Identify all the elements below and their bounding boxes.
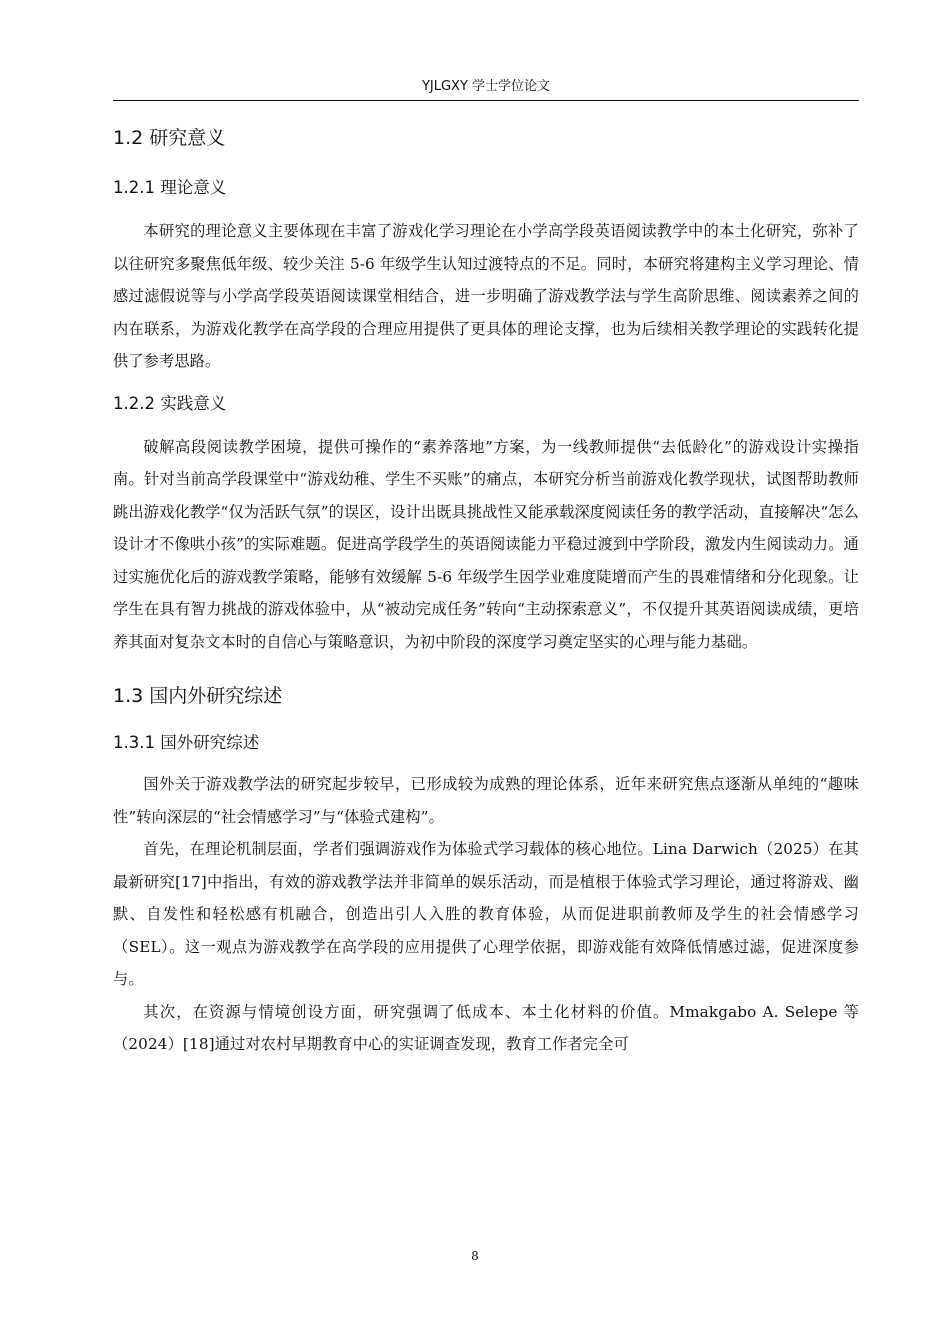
subsection-heading-1-2-2: 1.2.2 实践意义 — [113, 393, 227, 413]
page-body — [113, 118, 859, 1061]
running-header: YJLGXY 学士学位论文 — [421, 79, 551, 94]
section-heading-1-3: 1.3 国内外研究综述 — [113, 685, 283, 707]
paragraph-foreign-resources: 其次，在资源与情境创设方面，研究强调了低成本、本土化材料的价值。Mmakgabo A. Selepe 等（2024）[18]通过对农村早期教育中心的实证调查发现，教育工作者完全可 — [113, 1002, 859, 1053]
page-number: 8 — [471, 1249, 479, 1263]
subsection-heading-1-3-1: 1.3.1 国外研究综述 — [113, 733, 260, 752]
subsection-heading-1-2-1: 1.2.1 理论意义 — [113, 178, 227, 197]
section-heading-1-2: 1.2 研究意义 — [113, 127, 226, 149]
paragraph-foreign-overview: 国外关于游戏教学法的研究起步较早，已形成较为成熟的理论体系，近年来研究焦点逐渐从单纯的“趣味性”转向深层的“社会情感学习”与“体验式建构”。 — [113, 775, 859, 826]
paragraph-foreign-theory: 首先，在理论机制层面，学者们强调游戏作为体验式学习载体的核心地位。Lina Darwich（2025）在其最新研究[17]中指出，有效的游戏教学法并非简单的娱乐活动，而是植根于体验式学习理论，通过将游戏、幽默、自发性和轻松感有机融合，创造出引人入胜的教育体验，从而促进职前教师及学生的社会情感学习（SEL）。这一观点为游戏教学在高学段的应用提供了心理学依据，即游戏能有效降低情感过滤，促进深度参与。 — [113, 840, 859, 988]
paragraph-theoretical-significance: 本研究的理论意义主要体现在丰富了游戏化学习理论在小学高学段英语阅读教学中的本土化研究，弥补了以往研究多聚焦低年级、较少关注 5-6 年级学生认知过渡特点的不足。同时，本研究将建构主义学习理论、情感过滤假说等与小学高学段英语阅读课堂相结合，进一步明确了游戏教学法与学生高阶思维、阅读素养之间的内在联系，为游戏化教学在高学段的合理应用提供了更具体的理论支撑，也为后续相关教学理论的实践转化提供了参考思路。 — [113, 222, 859, 370]
paragraph-practical-significance: 破解高段阅读教学困境，提供可操作的“素养落地”方案，为一线教师提供“去低龄化”的游戏设计实操指南。针对当前高学段课堂中“游戏幼稚、学生不买账”的痛点，本研究分析当前游戏化教学现状，试图帮助教师跳出游戏化教学“仅为活跃气氛”的误区，设计出既具挑战性又能承载深度阅读任务的教学活动，直接解决“怎么设计才不像哄小孩”的实际难题。促进高学段学生的英语阅读能力平稳过渡到中学阶段，激发内生阅读动力。通过实施优化后的游戏教学策略，能够有效缓解 5-6 年级学生因学业难度陡增而产生的畏难情绪和分化现象。让学生在具有智力挑战的游戏体验中，从“被动完成任务”转向“主动探索意义”，不仅提升其英语阅读成绩，更培养其面对复杂文本时的自信心与策略意识，为初中阶段的深度学习奠定坚实的心理与能力基础。 — [113, 437, 859, 651]
header-rule — [113, 100, 859, 101]
